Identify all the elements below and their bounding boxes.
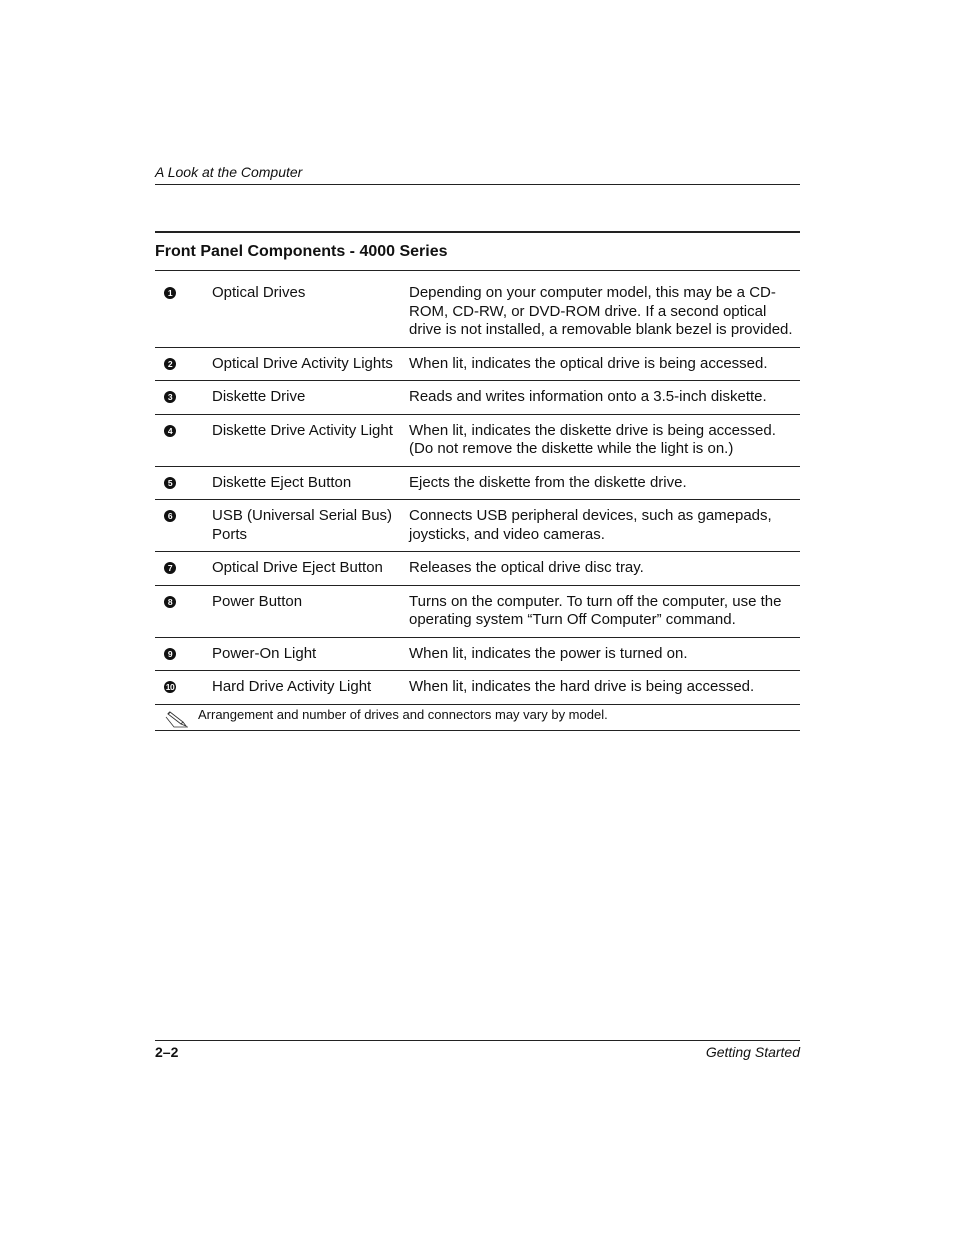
callout-number: 7 bbox=[164, 562, 176, 574]
component-description: Turns on the computer. To turn off the computer, use the operating system “Turn Off Computer” command. bbox=[409, 592, 782, 628]
table-row bbox=[155, 467, 800, 501]
table-row bbox=[155, 381, 800, 415]
page-number: 2–2 bbox=[155, 1044, 179, 1060]
component-description: When lit, indicates the hard drive is being accessed. bbox=[409, 678, 755, 695]
note-text: Arrangement and number of drives and connectors may vary by model. bbox=[198, 706, 608, 722]
callout-number: 3 bbox=[164, 391, 176, 403]
component-description: When lit, indicates the diskette drive is being accessed. (Do not remove the diskette while the light is on.) bbox=[409, 421, 776, 457]
pencil-note-icon bbox=[165, 709, 189, 729]
component-description: Releases the optical drive disc tray. bbox=[409, 559, 644, 576]
callout-number: 5 bbox=[164, 477, 176, 489]
table-row bbox=[155, 671, 800, 705]
table-row bbox=[155, 348, 800, 382]
table-title: Front Panel Components - 4000 Series bbox=[155, 243, 448, 260]
component-name: Power-On Light bbox=[212, 644, 317, 662]
table-title-bar bbox=[155, 231, 800, 271]
component-name: Hard Drive Activity Light bbox=[212, 678, 372, 695]
callout-number: 1 bbox=[164, 287, 176, 299]
callout-number: 4 bbox=[164, 425, 176, 437]
component-description: When lit, indicates the optical drive is being accessed. bbox=[409, 354, 768, 372]
callout-number: 2 bbox=[164, 358, 176, 370]
running-header: A Look at the Computer bbox=[155, 163, 800, 185]
table-row bbox=[155, 415, 800, 467]
table-row bbox=[155, 500, 800, 552]
book-title: Getting Started bbox=[705, 1044, 800, 1060]
component-description: Ejects the diskette from the diskette drive. bbox=[409, 473, 687, 491]
component-name: Power Button bbox=[212, 592, 303, 610]
component-name: Optical Drives bbox=[212, 284, 306, 301]
callout-number: 8 bbox=[164, 596, 176, 608]
callout-number: 9 bbox=[164, 648, 176, 660]
document-page bbox=[155, 0, 800, 1235]
component-name: Diskette Eject Button bbox=[212, 473, 352, 491]
component-name: USB (Universal Serial Bus) Ports bbox=[212, 507, 393, 543]
component-description: When lit, indicates the power is turned on. bbox=[409, 644, 688, 662]
component-description: Connects USB peripheral devices, such as gamepads, joysticks, and video cameras. bbox=[409, 507, 772, 543]
component-name: Optical Drive Eject Button bbox=[212, 559, 383, 576]
component-name: Optical Drive Activity Lights bbox=[212, 354, 393, 372]
page-footer bbox=[155, 1040, 800, 1065]
table-row bbox=[155, 552, 800, 586]
callout-number: 10 bbox=[165, 682, 175, 692]
component-description: Reads and writes information onto a 3.5-inch diskette. bbox=[409, 388, 767, 405]
callout-number: 6 bbox=[164, 510, 176, 522]
components-table bbox=[155, 277, 800, 731]
component-name: Diskette Drive bbox=[212, 388, 306, 405]
component-description: Depending on your computer model, this may be a CD-ROM, CD-RW, or DVD-ROM drive. If a second optical drive is not installed, a removable blank bezel is provided. bbox=[409, 284, 793, 338]
table-row bbox=[155, 638, 800, 672]
table-row bbox=[155, 586, 800, 638]
table-row bbox=[155, 277, 800, 348]
component-name: Diskette Drive Activity Light bbox=[212, 421, 393, 439]
note-row bbox=[155, 705, 800, 731]
